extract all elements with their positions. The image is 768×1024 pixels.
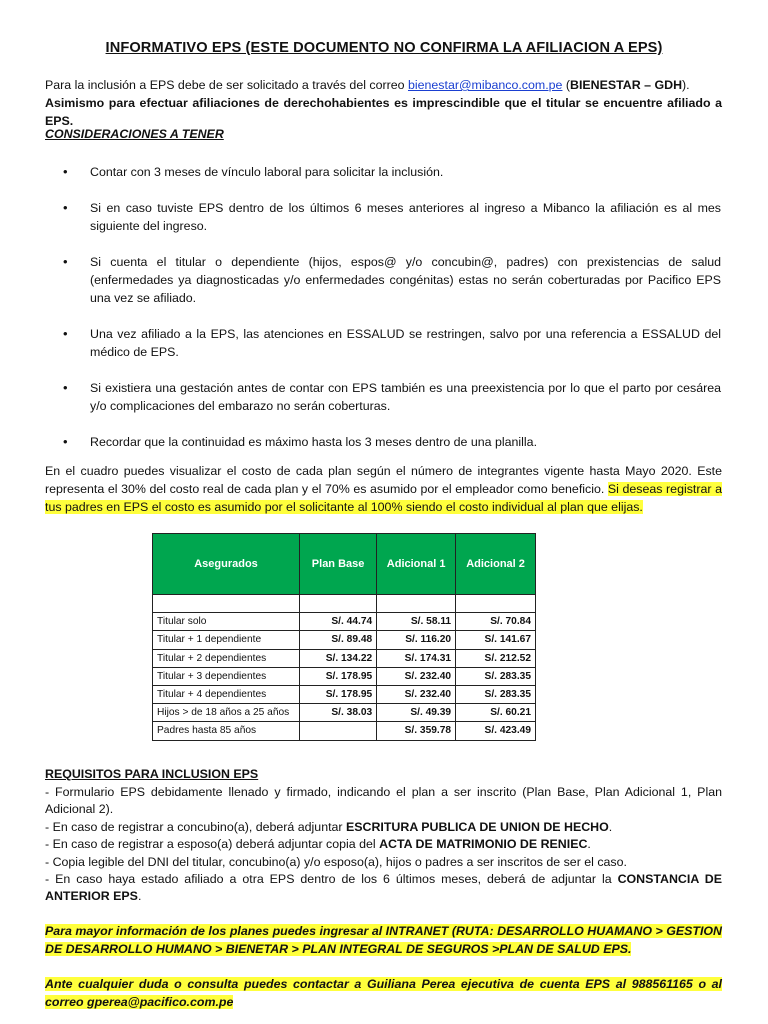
requirement-item bbox=[45, 854, 722, 871]
table-cell: S/. 232.40 bbox=[377, 685, 456, 703]
table-cell: S/. 283.35 bbox=[456, 667, 536, 685]
requirement-bold: CONSTANCIA DE ANTERIOR EPS bbox=[45, 872, 722, 904]
table-cell: Titular + 4 dependientes bbox=[153, 685, 300, 703]
cost-paragraph bbox=[45, 462, 722, 516]
requirement-bold: ESCRITURA PUBLICA DE UNION DE HECHO bbox=[346, 819, 609, 834]
table-cell: S/. 44.74 bbox=[300, 613, 377, 631]
requirement-text: - En caso de registrar a concubino(a), deberá adjuntar bbox=[45, 819, 346, 834]
bullet-icon: • bbox=[63, 434, 68, 449]
list-item bbox=[63, 325, 721, 361]
intro-text: Para la inclusión a EPS debe de ser solicitado a través del correo bbox=[45, 78, 408, 92]
table-cell: S/. 70.84 bbox=[456, 613, 536, 631]
list-item bbox=[63, 163, 721, 181]
considerations-list bbox=[63, 163, 721, 469]
requirement-item bbox=[45, 836, 722, 853]
table-row bbox=[153, 649, 536, 667]
intranet-info bbox=[45, 922, 722, 958]
list-item bbox=[63, 379, 721, 415]
cost-highlight: Si deseas registrar a tus padres en EPS el costo es asumido por el solicitante al 100% siendo el costo individual al plan que elijas. bbox=[45, 482, 722, 514]
intro-line2: Asimismo para efectuar afiliaciones de derechohabientes es imprescindible que el titular se encuentre afiliado a EPS. bbox=[45, 96, 722, 128]
table-cell: S/. 116.20 bbox=[377, 631, 456, 649]
list-item bbox=[63, 433, 721, 451]
list-item-text: Si existiera una gestación antes de contar con EPS también es una preexistencia por lo que el parto por cesárea y/o complicaciones del embarazo no serán coberturas. bbox=[90, 381, 721, 413]
table-row bbox=[153, 685, 536, 703]
requirement-item bbox=[45, 871, 722, 906]
intro-text: ). bbox=[682, 78, 690, 92]
table-cell: Titular + 2 dependientes bbox=[153, 649, 300, 667]
table-cell: S/. 178.95 bbox=[300, 685, 377, 703]
table-cell: S/. 174.31 bbox=[377, 649, 456, 667]
list-item-text: Si cuenta el titular o dependiente (hijos, espos@ y/o concubin@, padres) con prexistencias de salud (enfermedades ya diagnosticadas y/o enfermedades congénitas) estas no serán coberturadas por Pacifico EPS una vez se afiliado. bbox=[90, 255, 721, 305]
bullet-icon: • bbox=[63, 254, 68, 269]
plans-table bbox=[152, 533, 536, 741]
requirement-text: . bbox=[137, 889, 142, 904]
table-cell: S/. 359.78 bbox=[377, 722, 456, 740]
table-cell: S/. 58.11 bbox=[377, 613, 456, 631]
bullet-icon: • bbox=[63, 326, 68, 341]
considerations-title: CONSIDERACIONES A TENER bbox=[45, 127, 224, 141]
table-cell: S/. 423.49 bbox=[456, 722, 536, 740]
intro-bold: BIENESTAR – GDH bbox=[570, 78, 683, 92]
requirement-item bbox=[45, 819, 722, 836]
bullet-icon: • bbox=[63, 200, 68, 215]
header-asegurados: Asegurados bbox=[153, 534, 300, 595]
table-row bbox=[153, 667, 536, 685]
list-item bbox=[63, 199, 721, 235]
requirements-title: REQUISITOS PARA INCLUSION EPS bbox=[45, 767, 259, 781]
table-spacer-row bbox=[153, 595, 536, 613]
list-item-text: Una vez afiliado a la EPS, las atenciones en ESSALUD se restringen, salvo por una referencia a ESSALUD del médico de EPS. bbox=[90, 327, 721, 359]
intro-paragraph bbox=[45, 76, 722, 130]
table-cell: S/. 283.35 bbox=[456, 685, 536, 703]
list-item-text: Si en caso tuviste EPS dentro de los últimos 6 meses anteriores al ingreso a Mibanco la afiliación es al mes siguiente del ingreso. bbox=[90, 201, 721, 233]
table-cell: Titular solo bbox=[153, 613, 300, 631]
cost-text: En el cuadro puedes visualizar el costo de cada plan según el número de integrantes vigente hasta Mayo 2020. Este representa el 30% del costo real de cada plan y el 70% es asumido por el empleador como beneficio. bbox=[45, 464, 722, 496]
list-item-text: Contar con 3 meses de vínculo laboral para solicitar la inclusión. bbox=[90, 165, 444, 179]
header-plan-base: Plan Base bbox=[300, 534, 377, 595]
bullet-icon: • bbox=[63, 164, 68, 179]
table-cell: S/. 232.40 bbox=[377, 667, 456, 685]
list-item-text: Recordar que la continuidad es máximo hasta los 3 meses dentro de una planilla. bbox=[90, 435, 538, 449]
table-cell: S/. 178.95 bbox=[300, 667, 377, 685]
email-link[interactable]: bienestar@mibanco.com.pe bbox=[407, 78, 563, 92]
requirement-text: . bbox=[587, 837, 591, 852]
table-cell: S/. 49.39 bbox=[377, 704, 456, 722]
contact-info bbox=[45, 975, 722, 1011]
table-row bbox=[153, 631, 536, 649]
table-cell: S/. 134.22 bbox=[300, 649, 377, 667]
requirement-text: - En caso haya estado afiliado a otra EPS dentro de los 6 últimos meses, deberá de adjuntar la bbox=[45, 872, 618, 887]
document-title: INFORMATIVO EPS (ESTE DOCUMENTO NO CONFIRMA LA AFILIACION A EPS) bbox=[105, 40, 663, 56]
table-cell: S/. 38.03 bbox=[300, 704, 377, 722]
header-adicional-2: Adicional 2 bbox=[456, 534, 536, 595]
header-adicional-1: Adicional 1 bbox=[377, 534, 456, 595]
requirement-text: - Formulario EPS debidamente llenado y firmado, indicando el plan a ser inscrito (Plan Base, Plan Adicional 1, Plan Adicional 2). bbox=[45, 785, 722, 817]
list-item bbox=[63, 253, 721, 307]
table-row bbox=[153, 704, 536, 722]
table-cell: Padres hasta 85 años bbox=[153, 722, 300, 740]
intranet-info-text: Para mayor información de los planes puedes ingresar al INTRANET (RUTA: DESARROLLO HUAMANO > GESTION DE DESARROLLO HUMANO > BIENETAR > PLAN INTEGRAL DE SEGUROS >PLAN DE SALUD EPS. bbox=[45, 924, 722, 956]
requirement-text: . bbox=[608, 819, 613, 834]
bullet-icon: • bbox=[63, 380, 68, 395]
table-cell: S/. 212.52 bbox=[456, 649, 536, 667]
table-cell: Titular + 3 dependientes bbox=[153, 667, 300, 685]
table-cell bbox=[300, 722, 377, 740]
table-row bbox=[153, 613, 536, 631]
requirement-item bbox=[45, 784, 722, 819]
table-row bbox=[153, 722, 536, 740]
table-cell: Titular + 1 dependiente bbox=[153, 631, 300, 649]
intro-text: ( bbox=[562, 78, 571, 92]
requirement-text: - Copia legible del DNI del titular, concubino(a) y/o esposo(a), hijos o padres a ser inscritos de ser el caso. bbox=[45, 854, 627, 869]
contact-info-text: Ante cualquier duda o consulta puedes contactar a Guiliana Perea ejecutiva de cuenta EPS al 988561165 o al correo gperea@pacifico.com.pe bbox=[45, 977, 722, 1009]
requirements-list bbox=[45, 784, 722, 906]
table-header-row bbox=[153, 534, 536, 595]
requirement-text: - En caso de registrar a esposo(a) deberá adjuntar copia del bbox=[45, 837, 380, 852]
requirement-bold: ACTA DE MATRIMONIO DE RENIEC bbox=[379, 837, 588, 852]
table-cell: S/. 89.48 bbox=[300, 631, 377, 649]
table-cell: S/. 60.21 bbox=[456, 704, 536, 722]
table-cell: S/. 141.67 bbox=[456, 631, 536, 649]
table-cell: Hijos > de 18 años a 25 años bbox=[153, 704, 300, 722]
